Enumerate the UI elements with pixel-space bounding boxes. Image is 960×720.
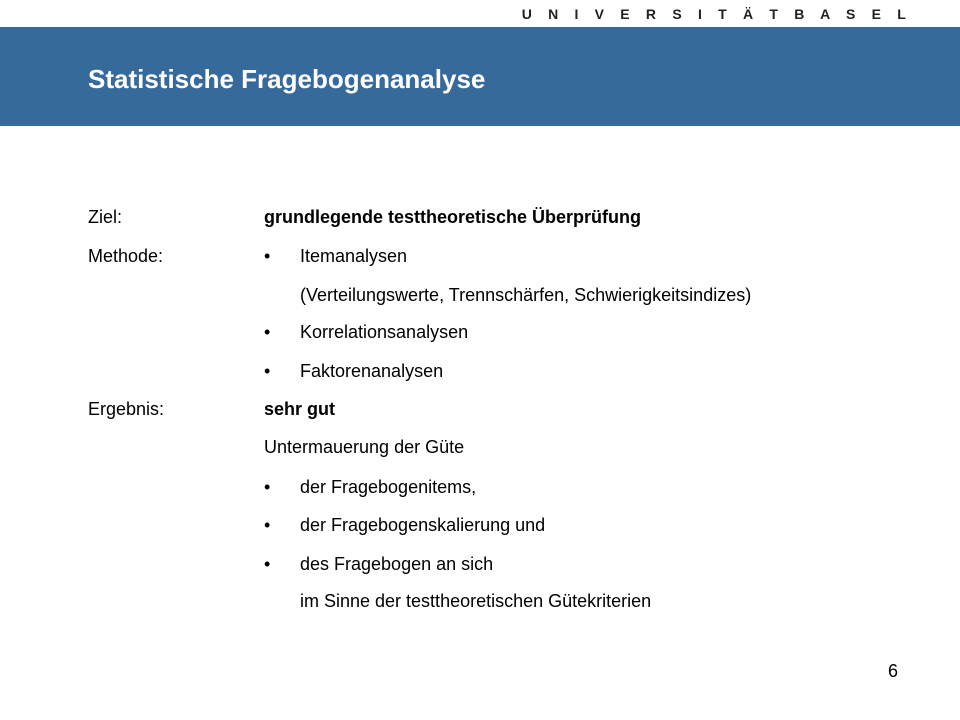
methode-item: (Verteilungswerte, Trennschärfen, Schwierigkeitsindizes) bbox=[300, 285, 752, 305]
ziel-label: Ziel: bbox=[88, 207, 123, 227]
ergebnis-item: der Fragebogenskalierung und bbox=[300, 515, 546, 535]
methode-item: Faktorenanalysen bbox=[300, 361, 444, 381]
ergebnis-label: Ergebnis: bbox=[88, 399, 165, 419]
bullet-marker: • bbox=[264, 361, 271, 381]
page-number: 6 bbox=[888, 661, 899, 681]
bullet-marker: • bbox=[264, 515, 271, 535]
ergebnis-item: im Sinne der testtheoretischen Gütekriterien bbox=[300, 591, 652, 611]
bullet-marker: • bbox=[264, 477, 271, 497]
methode-item: Korrelationsanalysen bbox=[300, 322, 469, 342]
ergebnis-value: sehr gut bbox=[264, 399, 336, 419]
slide-title: Statistische Fragebogenanalyse bbox=[88, 64, 486, 94]
ziel-value: grundlegende testtheoretische Überprüfung bbox=[264, 207, 642, 227]
bullet-marker: • bbox=[264, 246, 271, 266]
bullet-marker: • bbox=[264, 322, 271, 342]
university-logo-text: U N I V E R S I T Ä T B A S E L bbox=[521, 6, 912, 22]
ergebnis-item: der Fragebogenitems, bbox=[300, 477, 477, 497]
ergebnis-item: des Fragebogen an sich bbox=[300, 554, 494, 574]
methode-label: Methode: bbox=[88, 246, 164, 266]
methode-item: Itemanalysen bbox=[300, 246, 408, 266]
ergebnis-text: Untermauerung der Güte bbox=[264, 437, 465, 457]
bullet-marker: • bbox=[264, 554, 271, 574]
